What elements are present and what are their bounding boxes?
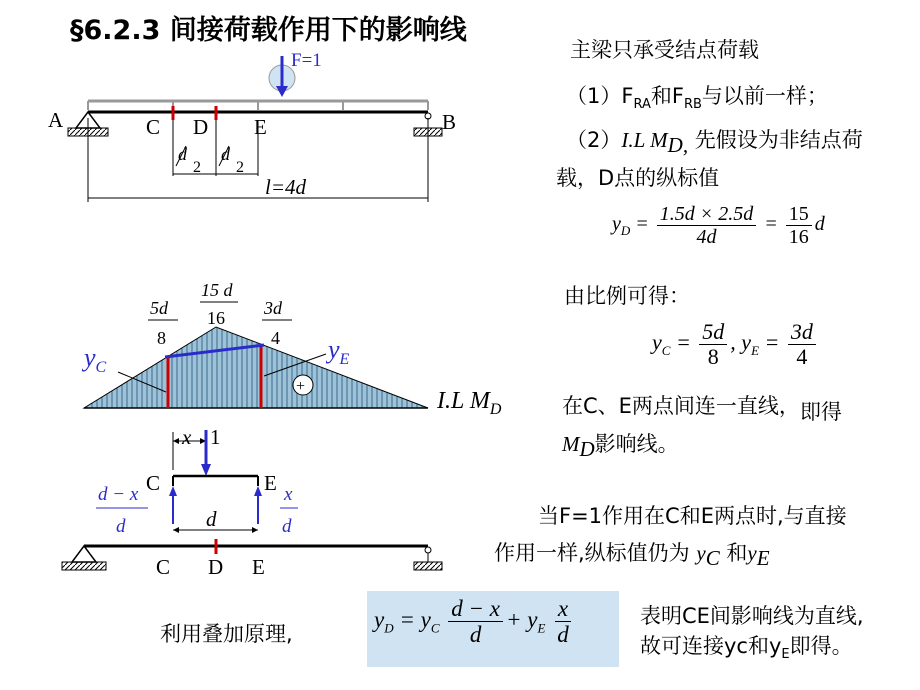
react-left-den: d	[116, 516, 126, 537]
text-connect-2: $M_D$影响线。	[562, 432, 679, 462]
react-right-num: x	[284, 484, 293, 505]
react-left-num: d − x	[98, 484, 139, 505]
yC-label: $y_C$	[84, 343, 107, 376]
d-label: d	[206, 507, 217, 531]
il-label: I.L $M_D$	[437, 388, 502, 418]
ce-label-C: C	[146, 471, 161, 495]
text-line-2: $(1)F_{RA}$和$F_{RB}$与以前一样；	[566, 84, 828, 113]
text-when-2: 作用一样,纵标值仍为 $y_C$ 和$y_E$	[494, 541, 770, 571]
label-A: A	[48, 108, 64, 132]
dim-two1: 2	[193, 159, 201, 176]
main-label-C: C	[156, 555, 171, 579]
dim-d2: d	[221, 144, 230, 164]
plus-sign: +	[296, 378, 306, 395]
text-line-4: 载，D点的纵标值	[556, 166, 720, 190]
formula-yD: $y_D$ = $\frac{1.5d \times 2.5d}{4d}$ = $\frac{15}{16}$ d	[612, 203, 825, 248]
label-B: B	[442, 110, 457, 134]
top-num: 15 d	[201, 280, 233, 300]
right-den: 4	[271, 328, 280, 348]
yE-label: $y_E$	[328, 335, 350, 368]
left-den: 8	[157, 328, 166, 348]
text-note-1: 表明CE间影响线为直线,	[640, 604, 864, 628]
dim-d1: d	[178, 144, 187, 164]
react-right-den: d	[282, 516, 292, 537]
label-D: D	[193, 115, 209, 139]
influence-line-diagram	[81, 280, 502, 418]
dim-two2: 2	[236, 159, 244, 176]
page-title: §6.2.3 间接荷载作用下的影响线	[70, 15, 467, 46]
ce-label-E: E	[264, 471, 277, 495]
label-C: C	[146, 115, 161, 139]
text-line-1: 主梁只承受结点荷载	[570, 38, 759, 62]
text-line-3: （2）I.L $M_{D,}$ 先假设为非结点荷	[566, 128, 863, 158]
unit-load: 1	[210, 425, 221, 449]
dim-length: l=4d	[265, 175, 307, 199]
text-note-2: 故可连接yc和$y_E$即得。	[640, 634, 853, 663]
text-superposition: 利用叠加原理,	[160, 622, 293, 646]
text-proportion: 由比例可得：	[564, 284, 690, 308]
text-connect-1: 在C、E两点间连一直线，即得	[562, 394, 842, 424]
load-label: F=1	[291, 50, 322, 71]
left-num: 5d	[150, 298, 168, 318]
label-E: E	[254, 115, 267, 139]
beam-diagram	[48, 50, 456, 202]
right-num: 3d	[264, 298, 282, 318]
formula-yC-yE: $y_C$ = $\frac{5d}{8}$ , $y_E$ = $\frac{3d}{4}$	[652, 320, 819, 369]
secondary-beam-diagram	[62, 425, 442, 579]
formula-final: $y_D = y_C$ $\frac{d - x}{d}$ + $y_E$ $\frac{x}{d}$	[374, 596, 575, 648]
main-label-D: D	[208, 555, 224, 579]
top-den: 16	[207, 308, 225, 328]
text-when-1: 当F=1作用在C和E两点时,与直接	[538, 504, 847, 528]
main-label-E: E	[252, 555, 265, 579]
x-label: x	[182, 425, 192, 449]
